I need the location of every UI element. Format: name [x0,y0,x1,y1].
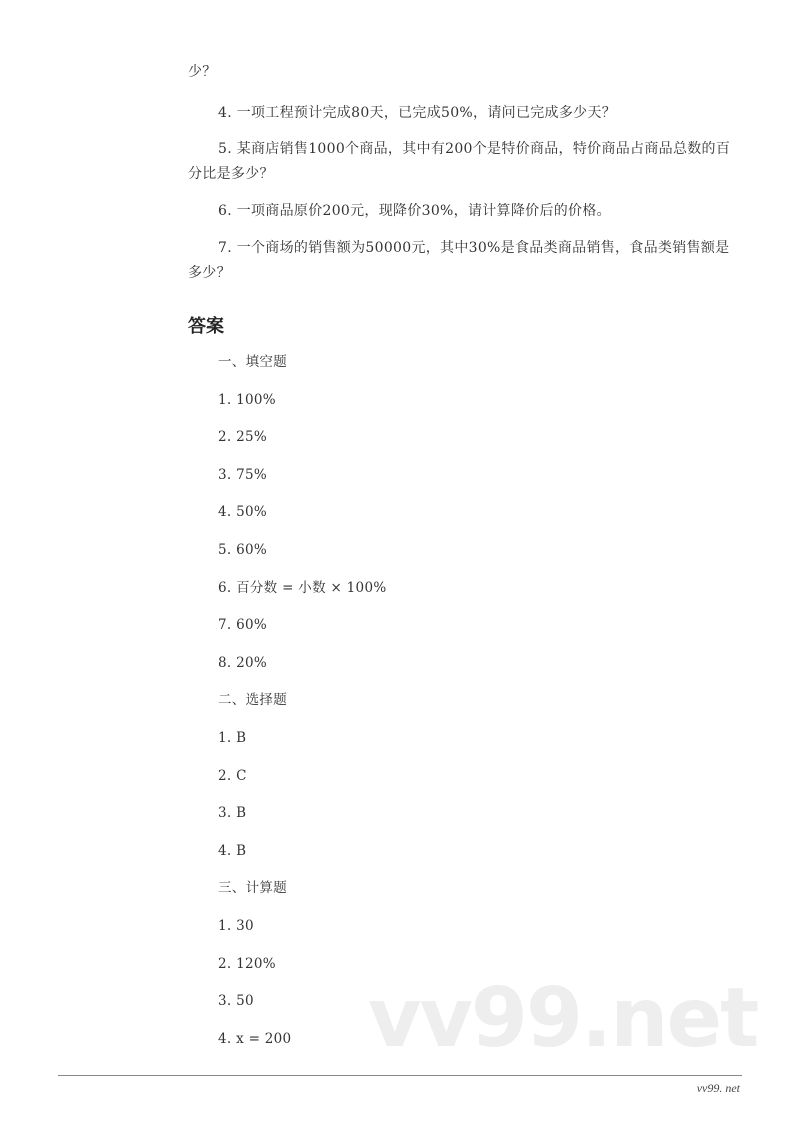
answer-item: 5. 60% [218,542,267,558]
footer-site: vv99. net [696,1081,740,1095]
answer-item: 6. 百分数 = 小数 × 100% [218,579,387,596]
answer-item: 3. 75% [218,466,267,483]
question-4: 4. 一项工程预计完成80天，已完成50%，请问已完成多少天？ [218,105,617,121]
answer-item: 4. B [218,842,247,859]
footer-divider [58,1075,742,1076]
answer-item: 4. x = 200 [218,1030,292,1047]
answer-section-heading: 三、计算题 [218,880,287,897]
answer-item: 1. B [218,730,247,746]
answer-section-heading: 一、填空题 [218,354,287,370]
answer-item: 7. 60% [218,617,267,634]
answer-item: 2. C [218,767,247,784]
question-7: 7. 一个商场的销售额为50000元，其中30%是食品类商品销售，食品类销售额是多少？ [188,240,730,281]
answer-section-heading: 二、选择题 [218,692,287,709]
watermark: vv99.net [368,971,758,1066]
answer-item: 1. 100% [218,391,276,408]
answer-item: 3. 50 [218,993,254,1010]
answer-item: 3. B [218,805,247,822]
answer-item: 4. 50% [218,504,267,521]
answers-heading: 答案 [188,316,224,337]
answer-item: 2. 25% [218,429,267,446]
answer-item: 1. 30 [218,918,254,934]
answer-item: 2. 120% [218,955,276,972]
question-6: 6. 一项商品原价200元，现降价30%，请计算降价后的价格。 [218,203,611,219]
answer-item: 8. 20% [218,654,267,671]
question-5: 5. 某商店销售1000个商品，其中有200个是特价商品，特价商品占商品总数的百分比是多少？ [188,141,731,182]
question-continuation: 少？ [188,64,217,80]
